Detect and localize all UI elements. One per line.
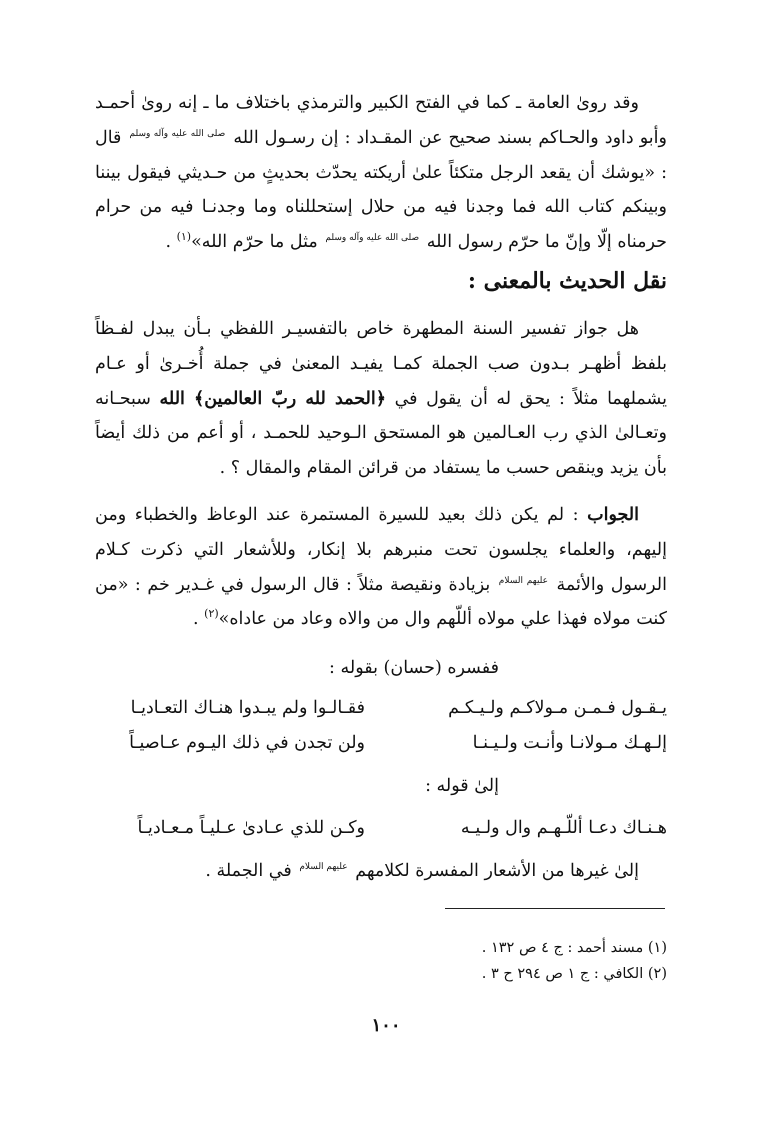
honorific-mark: صلى الله عليه وآله وسلم — [325, 233, 420, 244]
honorific-mark: عليهم السلام — [299, 862, 348, 873]
closing-text-a: إلىٰ غيرها من الأشعار المفسرة لكلامهم — [355, 861, 639, 882]
paragraph-answer — [95, 498, 667, 637]
verse-hemistich-second: ولن تجدن في ذلك اليـوم عـاصيـاً — [129, 733, 365, 754]
verse-hemistich-first: يـقـول فـمـن مـولاكـم ولـيـكـم — [448, 698, 667, 719]
paragraph-2-text-a: هل جواز تفسير السنة المطهرة خاص بالتفسيـر اللفظي بـأن يبدل لفـظاً بلفظ أظهـر بـدون صب الجملة كمـا يفيـد المعنىٰ في جملة أُخـرىٰ أو عـام يشملهما مثلاً : يحق له أن يقول في — [95, 318, 667, 409]
paragraph-1-end: . — [165, 232, 177, 253]
poem-continuation-note: إلىٰ قوله : — [425, 776, 499, 797]
footnote-divider — [445, 908, 665, 909]
answer-label: الجواب — [587, 504, 639, 525]
honorific-mark: عليهم السلام — [498, 575, 549, 586]
quran-quote: ﴿الحمد لله ربّ العالمين﴾ الله — [159, 388, 386, 409]
footnote-ref-2: (٢) — [204, 607, 219, 621]
poem-verse — [95, 726, 667, 761]
poem-intro: ففسره (حسان) بقوله : — [329, 658, 499, 679]
footnotes — [437, 935, 667, 987]
poem-verse — [95, 691, 667, 726]
honorific-mark: صلى الله عليه وآله وسلم — [129, 128, 226, 139]
paragraph-3-end: . — [193, 609, 205, 630]
verse-hemistich-second: فقـالـوا ولم يبـدوا هنـاك التعـاديـا — [130, 698, 365, 719]
paragraph-3-text-b: بزيادة ونقيصة مثلاً : قال الرسول في غـدير خم : «من كنت مولاه فهذا علي مولاه أللّهم وال من والاه وعاد من عاداه» — [95, 574, 667, 630]
verse-hemistich-second: وكـن للذي عـادىٰ عـليـاً مـعـاديـاً — [137, 818, 365, 839]
paragraph-question — [95, 312, 667, 486]
paragraph-1-text-a: وقد روىٰ العامة ـ كما في الفتح الكبير والترمذي باختلاف ما ـ إنه روىٰ أحمـد وأبو داود والحـاكم بسند صحيح عن المقـداد : إن رسـول الله — [95, 93, 667, 148]
footnote-2: (٢) الكافي : ج ١ ص ٢٩٤ ح ٣ . — [481, 966, 667, 982]
closing-text-b: في الجملة . — [205, 861, 292, 882]
verse-hemistich-first: إلـهـك مـولانـا وأنـت ولـيـنـا — [472, 733, 667, 754]
paragraph-1-text-c: مثل ما حرّم الله» — [191, 232, 318, 253]
footnote-1: (١) مسند أحمد : ج ٤ ص ١٣٢ . — [481, 940, 667, 956]
paragraph-1-text-b: قال : «يوشك أن يقعد الرجل متكئاً علىٰ أريكته يحدّث بحديثٍ من حـديثي فيقول بيننا وبينكم كتاب الله فما وجدنا فيه من حلال إستحللناه وما وجدنـا فيه من حرام حرمناه إلّا وإنّ ما حرّم رسول الله — [95, 127, 667, 253]
section-heading: نقل الحديث بالمعنى : — [467, 267, 667, 294]
paragraph-hadith-arika — [95, 86, 667, 260]
paragraph-2-text-b: سبحـانه وتعـالىٰ الذي رب العـالمين هو المستحق الـوحيد للحمـد ، أو أعم من ذلك أيضاً بأن يزيد وينقص حسب ما يستفاد من قرائن المقام والمقال ؟ . — [95, 388, 667, 479]
poem-verse — [95, 811, 667, 846]
page-number: ١٠٠ — [371, 1015, 401, 1036]
paragraph-3-text-a: : لم يكن ذلك بعيد للسيرة المستمرة عند الوعاظ والخطباء ومن إليهم، والعلماء يجلسون تحت منبرهم بلا إنكار، وللأشعار التي ذكرت كـلام الرسول والأئمة — [95, 504, 667, 595]
page-body — [95, 86, 667, 889]
closing-line — [95, 854, 667, 889]
footnote-ref-1: (١) — [176, 230, 192, 244]
verse-hemistich-first: هـنـاك دعـا أللّـهـم وال ولـيـه — [460, 818, 667, 839]
